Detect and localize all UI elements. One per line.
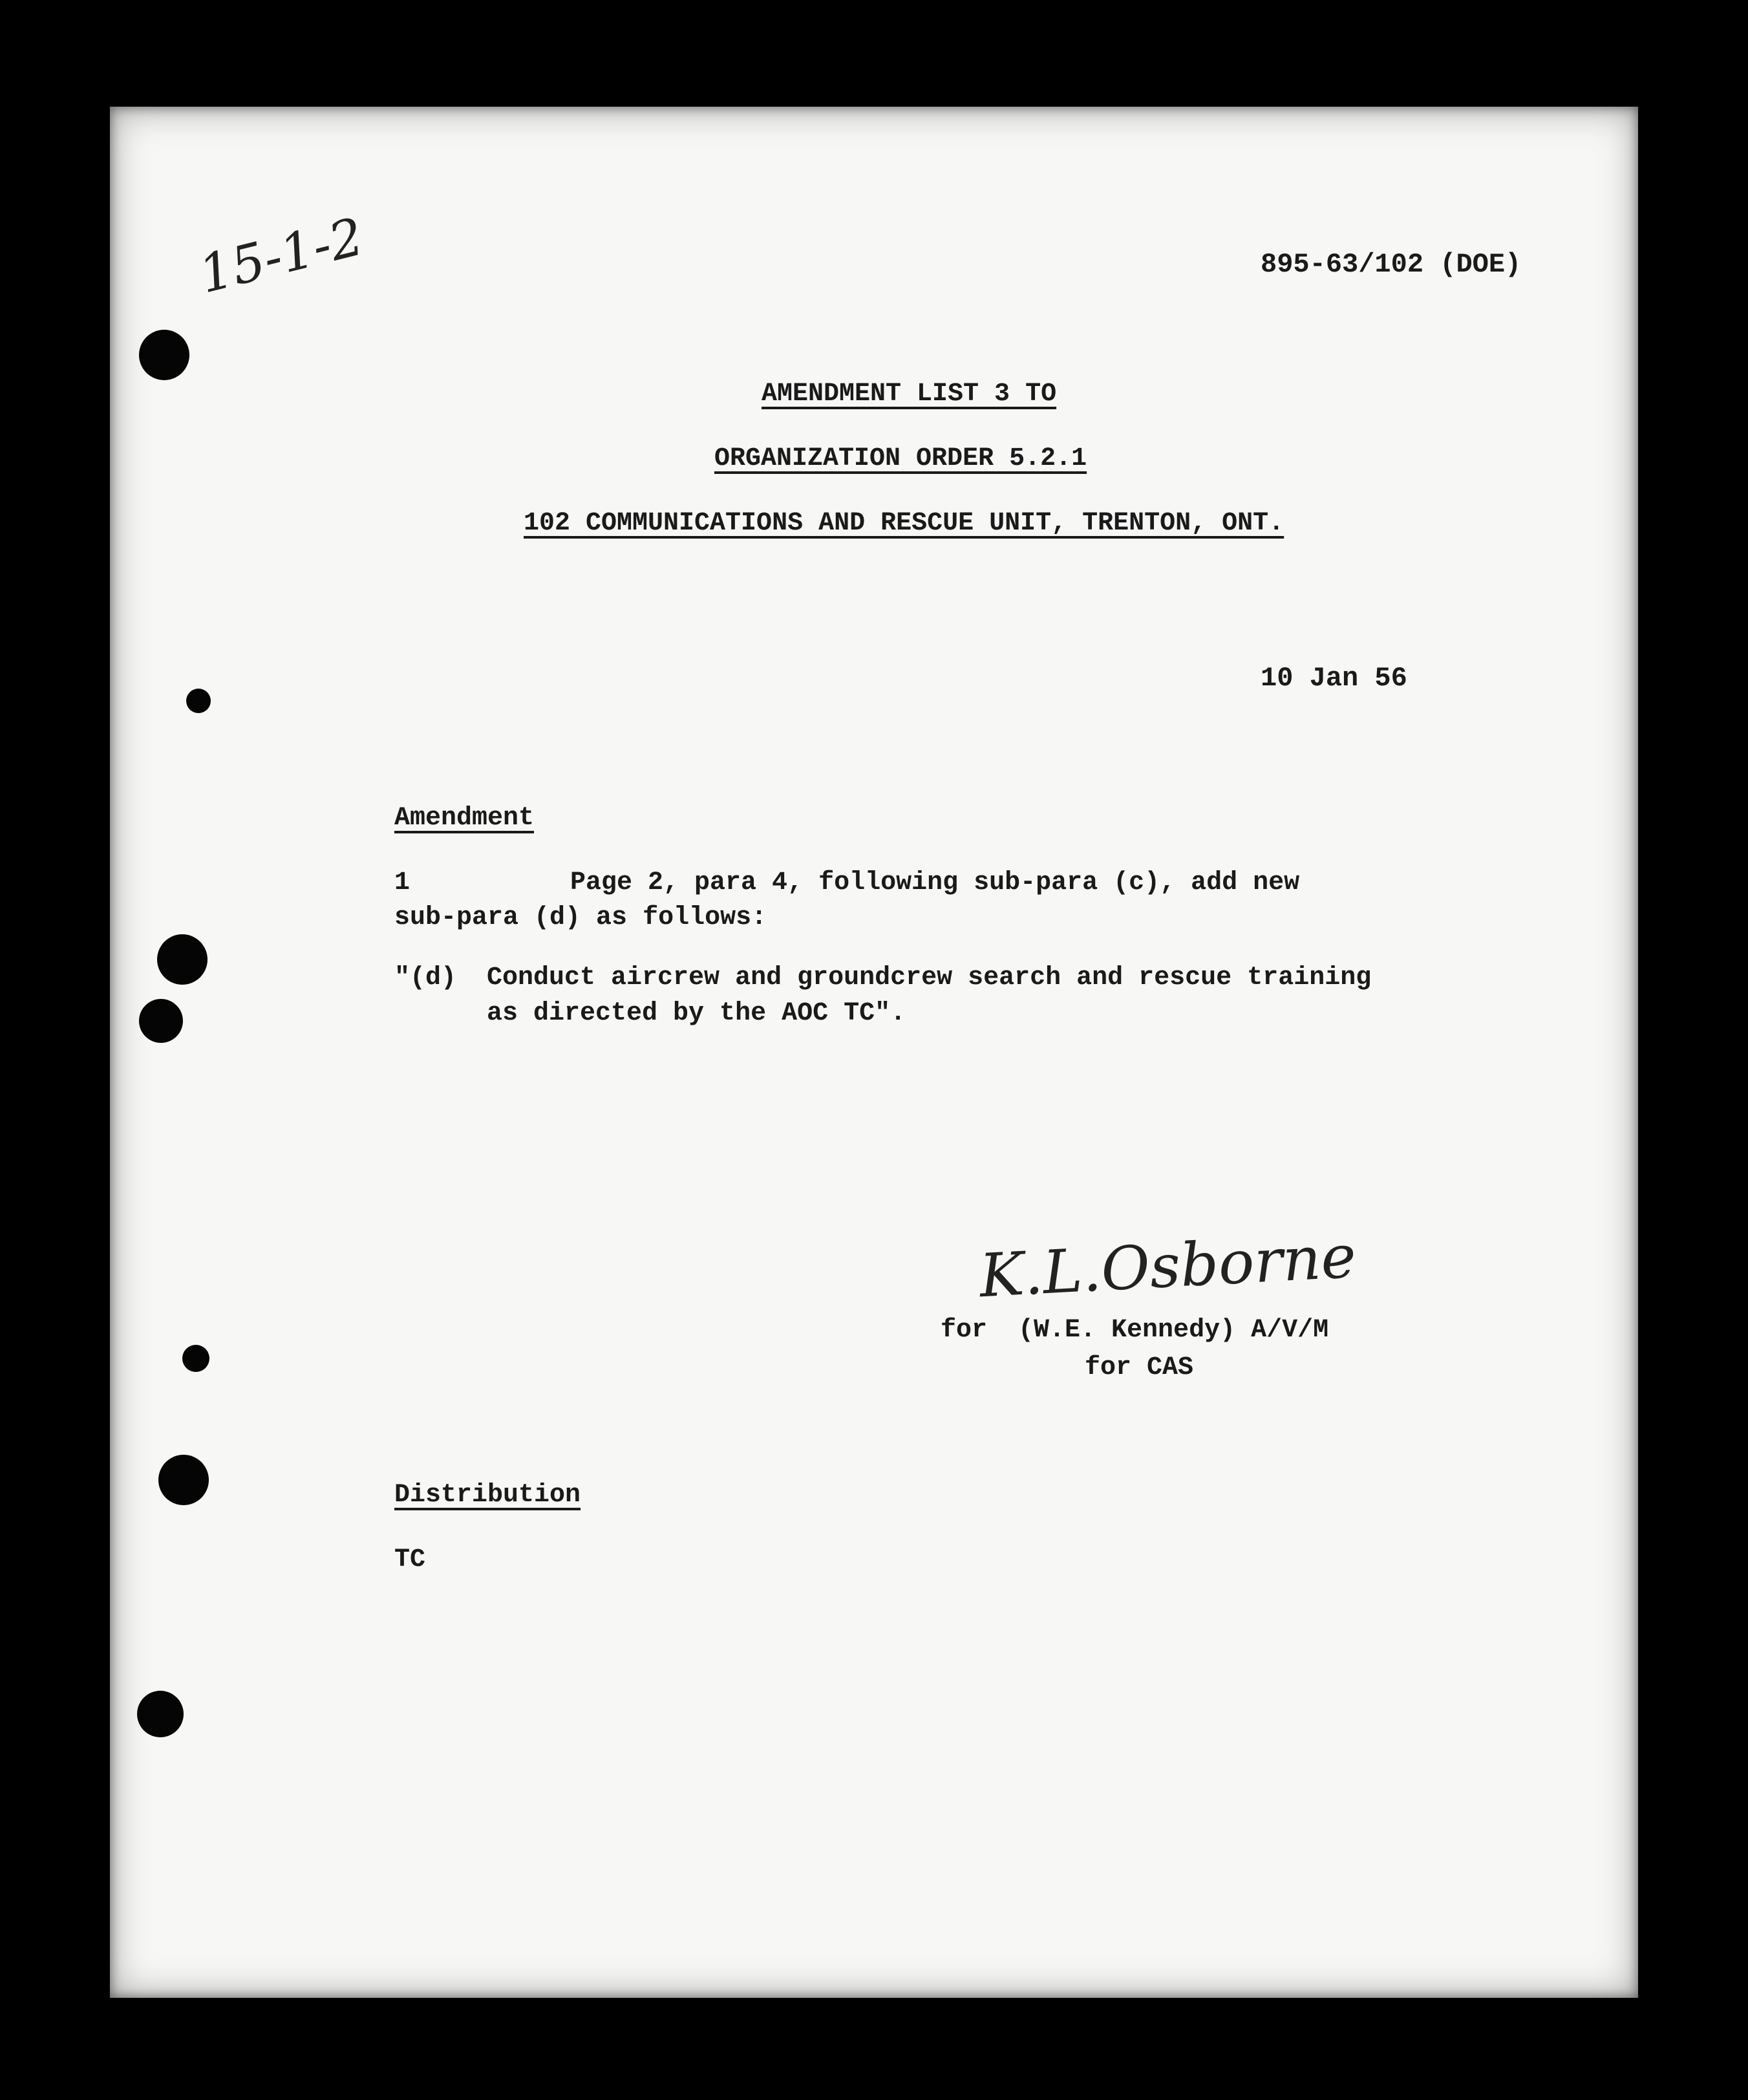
binder-hole [182, 1345, 209, 1372]
binder-hole [139, 330, 189, 380]
quote-line-2: as directed by the AOC TC". [487, 999, 906, 1028]
binder-hole [137, 1691, 184, 1737]
signature-line-1: for (W.E. Kennedy) A/V/M [941, 1316, 1329, 1345]
amendment-heading: Amendment [394, 804, 535, 833]
document-page [110, 107, 1638, 1998]
amendment-line-2: sub-para (d) as follows: [394, 903, 767, 932]
handwritten-file-number: 15-1-2 [193, 206, 370, 305]
quote-line-1: Conduct aircrew and groundcrew search and rescue training [487, 963, 1372, 992]
title-line-3: 102 COMMUNICATIONS AND RESCUE UNIT, TRENTON, ONT. [524, 509, 1284, 538]
signature-line-2: for CAS [1085, 1353, 1194, 1382]
title-line-1: AMENDMENT LIST 3 TO [762, 380, 1057, 409]
distribution-heading: Distribution [394, 1481, 581, 1510]
document-date: 10 Jan 56 [1261, 663, 1407, 694]
amendment-number: 1 [394, 868, 410, 897]
signature: K.L.Osborne [977, 1221, 1358, 1311]
binder-hole [186, 689, 211, 713]
binder-hole [139, 999, 183, 1043]
file-reference: 895-63/102 (DOE) [1261, 249, 1522, 280]
binder-hole [157, 934, 208, 985]
amendment-line-1: Page 2, para 4, following sub-para (c), add new [570, 868, 1300, 897]
title-line-2: ORGANIZATION ORDER 5.2.1 [714, 444, 1087, 473]
quote-label: "(d) [394, 963, 457, 992]
binder-hole [158, 1455, 209, 1505]
distribution-recipient: TC [394, 1545, 426, 1574]
